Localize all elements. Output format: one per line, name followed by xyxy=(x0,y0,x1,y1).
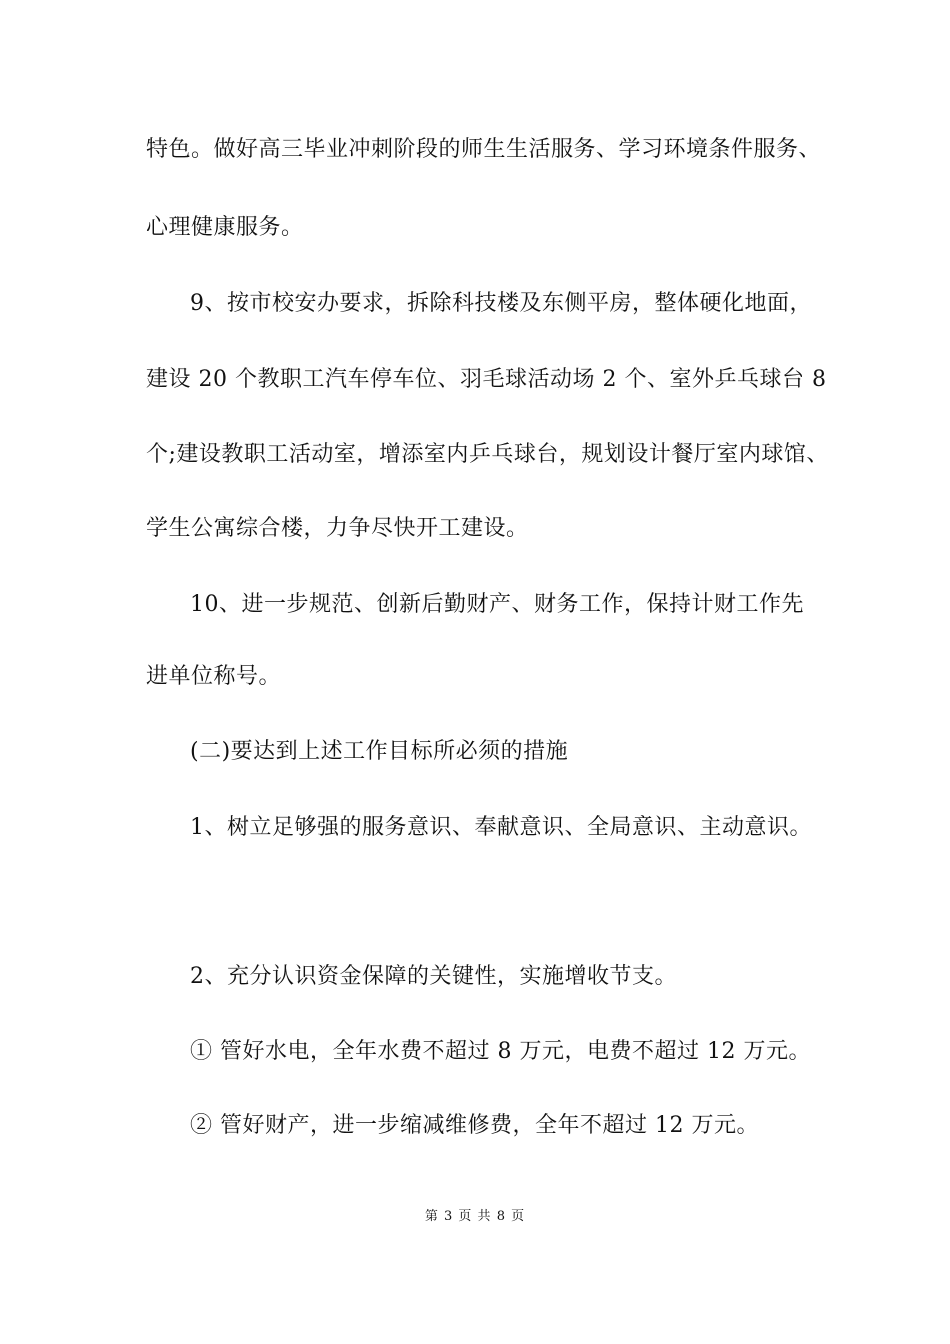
body-text-line: 心理健康服务。 xyxy=(146,215,304,240)
body-text-line: 10、进一步规范、创新后勤财产、财务工作，保持计财工作先 xyxy=(190,592,804,617)
body-text-line: 学生公寓综合楼，力争尽快开工建设。 xyxy=(146,516,529,541)
list-item: ① 管好水电，全年水费不超过 8 万元，电费不超过 12 万元。 xyxy=(190,1039,811,1064)
page-footer xyxy=(0,1208,950,1226)
body-text-line: 2、充分认识资金保障的关键性，实施增收节支。 xyxy=(190,964,677,989)
body-text-line: 9、按市校安办要求，拆除科技楼及东侧平房，整体硬化地面， xyxy=(190,291,812,316)
body-text-line: 个;建设教职工活动室，增添室内乒乓球台，规划设计餐厅室内球馆、 xyxy=(146,442,829,467)
page-number: 第 3 页 共 8 页 xyxy=(424,1209,526,1224)
section-heading: (二)要达到上述工作目标所必须的措施 xyxy=(190,739,569,764)
body-text-line: 特色。做好高三毕业冲刺阶段的师生生活服务、学习环境条件服务、 xyxy=(146,137,822,162)
body-text-line: 建设 20 个教职工汽车停车位、羽毛球活动场 2 个、室外乒乓球台 8 xyxy=(146,367,827,392)
list-item: ② 管好财产，进一步缩减维修费，全年不超过 12 万元。 xyxy=(190,1113,759,1138)
body-text-line: 1、树立足够强的服务意识、奉献意识、全局意识、主动意识。 xyxy=(190,815,812,840)
body-text-line: 进单位称号。 xyxy=(146,664,282,689)
